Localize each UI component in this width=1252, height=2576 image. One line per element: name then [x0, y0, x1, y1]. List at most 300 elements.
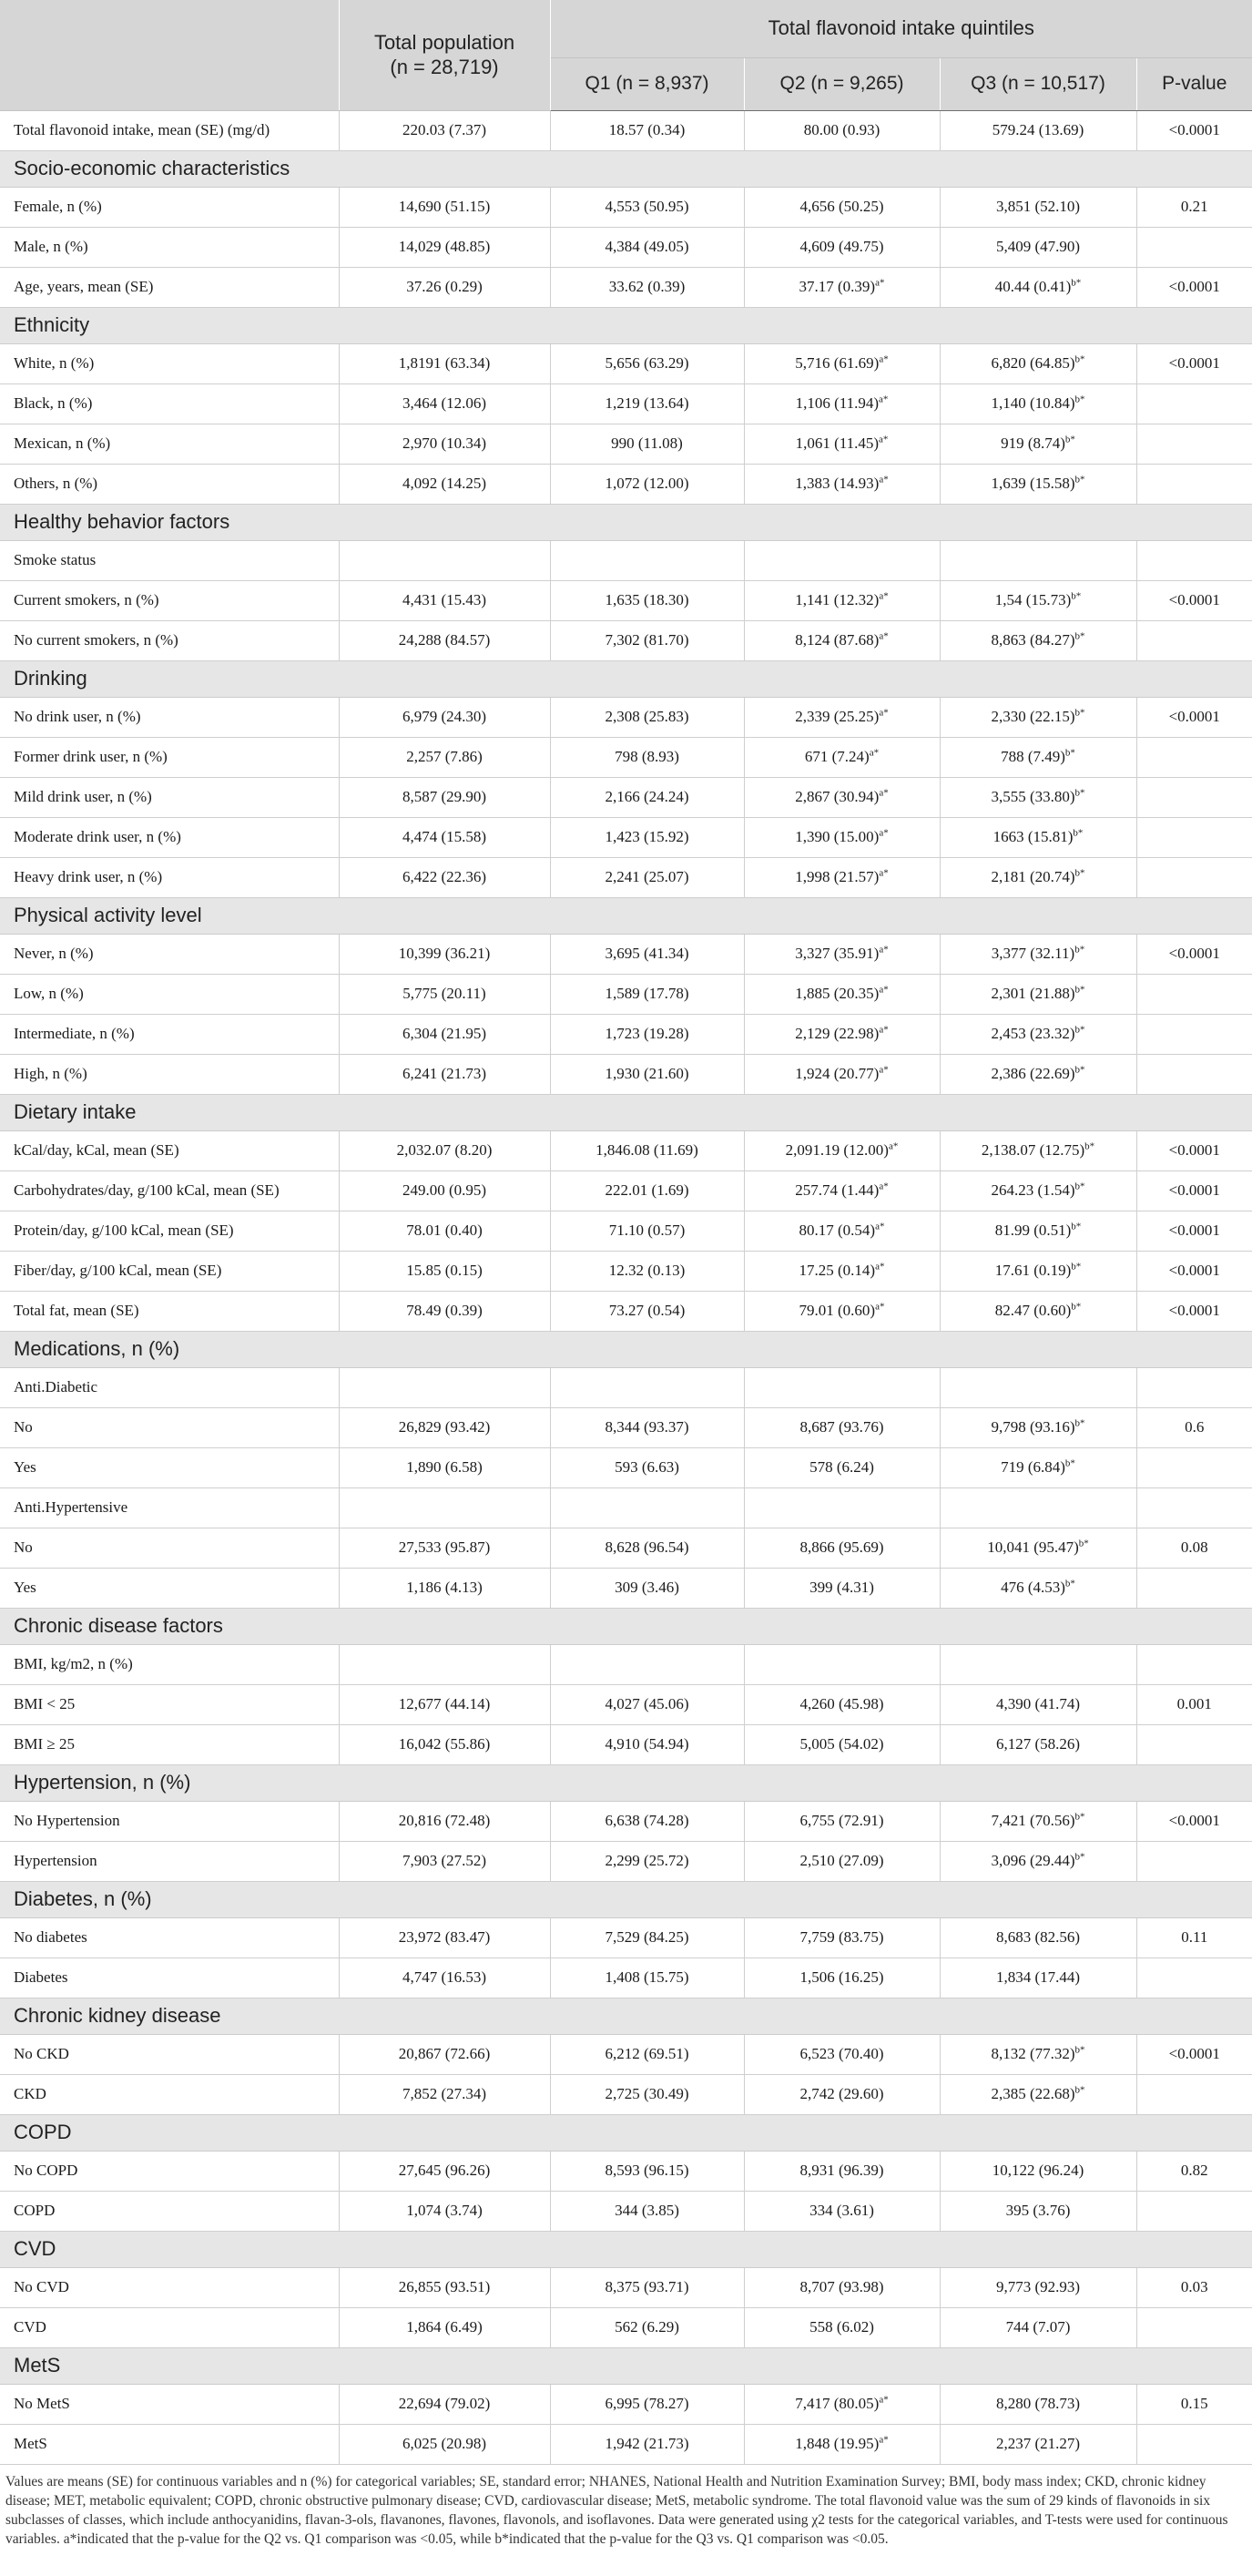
total-population-value-text: 15.85 (0.15)	[406, 1262, 483, 1279]
row-label	[0, 857, 339, 897]
p-value	[1136, 1644, 1252, 1684]
total-population-value-text: 6,304 (21.95)	[402, 1025, 487, 1042]
q2-value	[744, 267, 940, 307]
q1-value	[550, 1291, 744, 1331]
significance-marker: a*	[879, 984, 889, 996]
significance-marker: a*	[879, 353, 889, 365]
total-population-value	[339, 1841, 550, 1881]
table-row	[0, 1917, 1252, 1958]
p-value	[1136, 620, 1252, 660]
q1-value-text: 1,072 (12.00)	[605, 475, 689, 492]
total-population-value-text: 4,747 (16.53)	[402, 1968, 487, 1986]
table-row	[0, 464, 1252, 504]
significance-marker: b*	[1074, 1024, 1085, 1036]
total-population-label: Total population	[373, 31, 515, 55]
q1-value-text: 2,299 (25.72)	[605, 1852, 689, 1869]
table-row	[0, 187, 1252, 227]
p-value-text: 0.08	[1180, 1538, 1208, 1556]
significance-marker: b*	[1074, 2044, 1085, 2056]
p-value	[1136, 934, 1252, 974]
q1-value	[550, 383, 744, 424]
q2-value-text: 1,061 (11.45)	[795, 434, 880, 452]
p-value	[1136, 1487, 1252, 1528]
total-population-value	[339, 1251, 550, 1291]
significance-marker: b*	[1078, 1538, 1089, 1549]
total-population-value-text: 12,677 (44.14)	[398, 1695, 491, 1712]
q1-value	[550, 424, 744, 464]
significance-marker: a*	[879, 2434, 889, 2446]
section-title: Ethnicity	[0, 307, 1252, 343]
q2-value	[744, 540, 940, 580]
row-label-text: No	[14, 1538, 33, 1556]
total-population-value	[339, 2151, 550, 2191]
table-row	[0, 697, 1252, 737]
row-label-text: No CKD	[14, 2045, 69, 2062]
q3-value-text: 788 (7.49)	[1001, 748, 1065, 765]
total-population-value	[339, 2074, 550, 2114]
total-population-value	[339, 580, 550, 620]
q2-value	[744, 1014, 940, 1054]
total-population-value-text: 1,890 (6.58)	[406, 1458, 483, 1476]
row-label-text: Age, years, mean (SE)	[14, 278, 154, 295]
total-population-value	[339, 1054, 550, 1094]
total-population-value	[339, 934, 550, 974]
q1-value-text: 2,308 (25.83)	[605, 708, 689, 725]
total-population-value-text: 10,399 (36.21)	[398, 945, 491, 962]
p-value	[1136, 2151, 1252, 2191]
significance-marker: a*	[879, 434, 889, 445]
q2-value-text: 1,141 (12.32)	[795, 591, 880, 608]
row-label	[0, 1291, 339, 1331]
q3-value	[940, 2034, 1136, 2074]
row-label	[0, 2424, 339, 2464]
total-population-value	[339, 1130, 550, 1170]
p-value	[1136, 540, 1252, 580]
row-label	[0, 267, 339, 307]
row-label	[0, 2034, 339, 2074]
q3-value-text: 6,127 (58.26)	[995, 1735, 1081, 1753]
q3-value	[940, 383, 1136, 424]
q3-value-text: 10,122 (96.24)	[992, 2162, 1084, 2179]
q1-value-text: 6,995 (78.27)	[605, 2395, 689, 2412]
q3-value	[940, 464, 1136, 504]
section-header-row	[0, 660, 1252, 697]
q3-value	[940, 2307, 1136, 2347]
q1-value-text: 6,638 (74.28)	[605, 1812, 689, 1829]
table-row	[0, 1211, 1252, 1251]
q1-header: Q1 (n = 8,937)	[550, 57, 744, 110]
row-label	[0, 2267, 339, 2307]
q2-value-text: 2,129 (22.98)	[795, 1025, 880, 1042]
section-header-row	[0, 1331, 1252, 1367]
q2-value	[744, 620, 940, 660]
q2-value-text: 1,998 (21.57)	[795, 868, 880, 885]
q3-value-text: 2,453 (23.32)	[991, 1025, 1075, 1042]
p-value	[1136, 817, 1252, 857]
q1-value-text: 1,423 (15.92)	[605, 828, 689, 845]
p-value	[1136, 2384, 1252, 2424]
p-value	[1136, 1130, 1252, 1170]
row-label	[0, 1130, 339, 1170]
table-row	[0, 857, 1252, 897]
total-population-value-text: 1,8191 (63.34)	[398, 354, 491, 372]
q2-value	[744, 2267, 940, 2307]
section-header-row	[0, 1094, 1252, 1130]
q2-value-text: 17.25 (0.14)	[799, 1262, 876, 1279]
total-population-value	[339, 1014, 550, 1054]
q3-value-text: 17.61 (0.19)	[994, 1262, 1072, 1279]
row-label-text: BMI < 25	[14, 1695, 76, 1712]
row-label-text: Diabetes	[14, 1968, 68, 1986]
q2-value-text: 2,339 (25.25)	[795, 708, 880, 725]
q2-value	[744, 1644, 940, 1684]
q3-value	[940, 2151, 1136, 2191]
total-population-value	[339, 1487, 550, 1528]
row-label	[0, 620, 339, 660]
q2-value	[744, 343, 940, 383]
table-row	[0, 1684, 1252, 1724]
p-value	[1136, 2034, 1252, 2074]
row-label-text: Female, n (%)	[14, 198, 102, 215]
row-label-text: No CVD	[14, 2278, 69, 2295]
total-population-value	[339, 974, 550, 1014]
section-header-row	[0, 1608, 1252, 1644]
q1-value	[550, 737, 744, 777]
q3-value-text: 719 (6.84)	[1001, 1458, 1065, 1476]
total-population-value	[339, 1447, 550, 1487]
p-value	[1136, 1014, 1252, 1054]
q1-value	[550, 817, 744, 857]
q2-value	[744, 777, 940, 817]
q2-value	[744, 1568, 940, 1608]
q3-value-text: 8,863 (84.27)	[991, 631, 1075, 649]
q2-value-text: 6,523 (70.40)	[799, 2045, 884, 2062]
significance-marker: b*	[1084, 1140, 1095, 1152]
q2-value	[744, 464, 940, 504]
q1-value-text: 1,723 (19.28)	[605, 1025, 689, 1042]
q1-value	[550, 540, 744, 580]
total-population-value-text: 6,241 (21.73)	[402, 1065, 487, 1082]
row-label	[0, 1684, 339, 1724]
table-body	[0, 110, 1252, 2464]
q3-value-text: 264.23 (1.54)	[991, 1181, 1075, 1199]
p-value	[1136, 1568, 1252, 1608]
significance-marker: b*	[1064, 1578, 1075, 1590]
q3-value-text: 8,132 (77.32)	[991, 2045, 1075, 2062]
q3-value	[940, 1644, 1136, 1684]
total-population-value-text: 20,816 (72.48)	[398, 1812, 491, 1829]
q3-value-text: 6,820 (64.85)	[991, 354, 1075, 372]
q3-value	[940, 974, 1136, 1014]
q2-value	[744, 2191, 940, 2231]
row-label	[0, 1251, 339, 1291]
q2-value-text: 2,510 (27.09)	[799, 1852, 884, 1869]
q2-value-text: 79.01 (0.60)	[799, 1302, 876, 1319]
section-title: Socio-economic characteristics	[0, 150, 1252, 187]
table-row	[0, 1367, 1252, 1407]
table-row	[0, 1170, 1252, 1211]
p-value	[1136, 1447, 1252, 1487]
q2-value	[744, 2151, 940, 2191]
q2-value	[744, 1841, 940, 1881]
q3-value-text: 9,773 (92.93)	[995, 2278, 1081, 2295]
p-value	[1136, 2191, 1252, 2231]
q3-value	[940, 227, 1136, 267]
q1-value	[550, 2034, 744, 2074]
significance-marker: a*	[879, 827, 889, 839]
p-value	[1136, 2424, 1252, 2464]
total-population-value-text: 37.26 (0.29)	[406, 278, 483, 295]
q1-value-text: 8,375 (93.71)	[605, 2278, 689, 2295]
q2-value-text: 6,755 (72.91)	[799, 1812, 884, 1829]
q2-value	[744, 1367, 940, 1407]
p-value-text: <0.0001	[1168, 1141, 1220, 1159]
q3-value	[940, 580, 1136, 620]
significance-marker: a*	[879, 1024, 889, 1036]
row-label	[0, 817, 339, 857]
q3-value-text: 2,237 (21.27)	[995, 2435, 1081, 2452]
table-row	[0, 2307, 1252, 2347]
significance-marker: b*	[1071, 1221, 1082, 1232]
q1-value	[550, 1917, 744, 1958]
p-value	[1136, 464, 1252, 504]
total-population-value-text: 3,464 (12.06)	[402, 394, 487, 412]
p-value-text: 0.6	[1185, 1418, 1205, 1436]
row-label	[0, 697, 339, 737]
q3-value	[940, 1958, 1136, 1998]
p-value	[1136, 1407, 1252, 1447]
total-population-value-text: 4,474 (15.58)	[402, 828, 487, 845]
significance-marker: a*	[875, 1221, 885, 1232]
significance-marker: b*	[1064, 747, 1075, 759]
q1-value	[550, 1447, 744, 1487]
table-row	[0, 1447, 1252, 1487]
q1-value	[550, 464, 744, 504]
q3-value-text: 4,390 (41.74)	[995, 1695, 1081, 1712]
q2-value	[744, 110, 940, 150]
q1-value	[550, 934, 744, 974]
q3-value-text: 3,377 (32.11)	[991, 945, 1075, 962]
total-population-value-text: 6,422 (22.36)	[402, 868, 487, 885]
significance-marker: b*	[1074, 1181, 1085, 1192]
total-population-value	[339, 1917, 550, 1958]
q3-value	[940, 1801, 1136, 1841]
section-header-row	[0, 2114, 1252, 2151]
q2-value	[744, 1917, 940, 1958]
significance-marker: b*	[1071, 1301, 1082, 1313]
p-value-text: <0.0001	[1168, 278, 1220, 295]
row-label	[0, 1528, 339, 1568]
q2-value	[744, 1724, 940, 1764]
q3-value	[940, 1684, 1136, 1724]
total-population-value-text: 20,867 (72.66)	[398, 2045, 491, 2062]
total-population-value-text: 78.01 (0.40)	[406, 1222, 483, 1239]
row-label-text: High, n (%)	[14, 1065, 87, 1082]
row-label	[0, 383, 339, 424]
q3-value	[940, 110, 1136, 150]
q3-value-text: 9,798 (93.16)	[991, 1418, 1075, 1436]
table-row	[0, 1958, 1252, 1998]
q2-value-text: 399 (4.31)	[809, 1579, 874, 1596]
q1-value	[550, 580, 744, 620]
total-population-value	[339, 267, 550, 307]
q2-value	[744, 580, 940, 620]
section-title: Hypertension, n (%)	[0, 1764, 1252, 1801]
section-title: Medications, n (%)	[0, 1331, 1252, 1367]
significance-marker: b*	[1071, 277, 1082, 289]
q2-value-text: 8,707 (93.98)	[799, 2278, 884, 2295]
q1-value	[550, 1211, 744, 1251]
q1-value-text: 5,656 (63.29)	[605, 354, 689, 372]
table-row	[0, 1528, 1252, 1568]
table-row	[0, 2384, 1252, 2424]
total-population-value	[339, 1291, 550, 1331]
total-population-value	[339, 817, 550, 857]
q1-value-text: 7,302 (81.70)	[605, 631, 689, 649]
q1-value-text: 71.10 (0.57)	[608, 1222, 686, 1239]
q3-value	[940, 1487, 1136, 1528]
q1-value	[550, 110, 744, 150]
row-label	[0, 1801, 339, 1841]
p-value	[1136, 737, 1252, 777]
q3-value	[940, 267, 1136, 307]
table-row	[0, 934, 1252, 974]
q1-value-text: 1,589 (17.78)	[605, 985, 689, 1002]
q2-value-text: 1,924 (20.77)	[795, 1065, 880, 1082]
row-label	[0, 343, 339, 383]
q1-value-text: 344 (3.85)	[615, 2202, 679, 2219]
p-value-text: <0.0001	[1168, 1262, 1220, 1279]
p-value-text: 0.11	[1181, 1928, 1208, 1946]
row-label	[0, 1487, 339, 1528]
total-population-value-text: 2,032.07 (8.20)	[396, 1141, 493, 1159]
total-population-value	[339, 737, 550, 777]
p-value-text: <0.0001	[1168, 945, 1220, 962]
q1-value	[550, 1367, 744, 1407]
p-value	[1136, 697, 1252, 737]
q2-value-text: 8,931 (96.39)	[799, 2162, 884, 2179]
q2-value-text: 5,716 (61.69)	[795, 354, 880, 372]
total-population-value-text: 4,431 (15.43)	[402, 591, 487, 608]
q1-value	[550, 1958, 744, 1998]
q1-value	[550, 777, 744, 817]
table-row	[0, 343, 1252, 383]
p-value-text: <0.0001	[1168, 1302, 1220, 1319]
total-population-value-text: 6,979 (24.30)	[402, 708, 487, 725]
q3-value-text: 2,138.07 (12.75)	[981, 1141, 1085, 1159]
q3-header: Q3 (n = 10,517)	[940, 57, 1136, 110]
p-value	[1136, 343, 1252, 383]
q2-value	[744, 1251, 940, 1291]
q2-header: Q2 (n = 9,265)	[744, 57, 940, 110]
significance-marker: b*	[1074, 787, 1085, 799]
table-row	[0, 1407, 1252, 1447]
p-value	[1136, 1211, 1252, 1251]
q1-value	[550, 1568, 744, 1608]
q2-value	[744, 2384, 940, 2424]
p-value	[1136, 424, 1252, 464]
section-header-row	[0, 1881, 1252, 1917]
table-footnote: Values are means (SE) for continuous variables and n (%) for categorical variables; SE, standard error; NHANES, National Health and Nutrition Examination Survey; BMI, body mass index; CKD, chronic kidney disease; MET, metabolic equivalent; COPD, chronic obstructive pulmonary disease; CVD, cardiovascular disease; MetS, metabolic syndrome. The total flavonoid value was the sum of 29 kinds of flavonoids in six subclasses of classes, which include anthocyanidins, flavan-3-ols, flavanones, flavones, flavonols, and isoflavones. Data were generated using χ2 tests for the categorical variables, and T-tests were used for continuous variables. a*indicated that the p-value for the Q2 vs. Q1 comparison was <0.05, while b*indicated that the p-value for the Q3 vs. Q1 comparison was <0.05.	[0, 2465, 1252, 2549]
total-population-value-text: 7,852 (27.34)	[402, 2085, 487, 2102]
total-population-value-text: 26,855 (93.51)	[398, 2278, 491, 2295]
row-label-text: Carbohydrates/day, g/100 kCal, mean (SE)	[14, 1181, 280, 1199]
p-value	[1136, 1724, 1252, 1764]
table-row	[0, 974, 1252, 1014]
p-value-text: 0.03	[1180, 2278, 1208, 2295]
q2-value-text: 558 (6.02)	[809, 2318, 874, 2336]
section-header-row	[0, 1998, 1252, 2034]
significance-marker: b*	[1064, 1457, 1075, 1469]
section-header-row	[0, 2347, 1252, 2384]
q1-value	[550, 1644, 744, 1684]
q2-value-text: 8,866 (95.69)	[799, 1538, 884, 1556]
p-value	[1136, 1367, 1252, 1407]
q2-value	[744, 857, 940, 897]
q3-value	[940, 1367, 1136, 1407]
q2-value-text: 80.00 (0.93)	[803, 121, 880, 138]
q2-value-text: 2,091.19 (12.00)	[785, 1141, 889, 1159]
row-label	[0, 187, 339, 227]
p-value	[1136, 2307, 1252, 2347]
row-label	[0, 580, 339, 620]
row-label	[0, 1367, 339, 1407]
row-label	[0, 777, 339, 817]
row-label-text: No MetS	[14, 2395, 70, 2412]
p-value	[1136, 1801, 1252, 1841]
total-population-value-text: 220.03 (7.37)	[402, 121, 487, 138]
total-population-value-text: 1,074 (3.74)	[406, 2202, 483, 2219]
q1-value	[550, 857, 744, 897]
q1-value-text: 1,219 (13.64)	[605, 394, 689, 412]
significance-marker: a*	[879, 394, 889, 405]
q3-value	[940, 2074, 1136, 2114]
row-label	[0, 2384, 339, 2424]
q3-value-text: 1,639 (15.58)	[991, 475, 1075, 492]
significance-marker: a*	[879, 707, 889, 719]
p-value	[1136, 227, 1252, 267]
q2-value-text: 7,417 (80.05)	[795, 2395, 880, 2412]
row-label	[0, 1841, 339, 1881]
row-label	[0, 934, 339, 974]
q1-value-text: 33.62 (0.39)	[608, 278, 686, 295]
p-value	[1136, 2074, 1252, 2114]
q3-value-text: 3,096 (29.44)	[991, 1852, 1075, 1869]
total-population-value	[339, 424, 550, 464]
row-label	[0, 1724, 339, 1764]
section-header-row	[0, 504, 1252, 540]
row-label	[0, 540, 339, 580]
significance-marker: b*	[1071, 590, 1082, 602]
p-value-text: <0.0001	[1168, 354, 1220, 372]
table-row	[0, 2034, 1252, 2074]
table-row	[0, 1724, 1252, 1764]
q1-value	[550, 1724, 744, 1764]
row-label-text: Protein/day, g/100 kCal, mean (SE)	[14, 1222, 234, 1239]
total-population-value	[339, 857, 550, 897]
total-population-value-text: 2,257 (7.86)	[406, 748, 483, 765]
q1-value-text: 990 (11.08)	[611, 434, 683, 452]
q2-value-text: 4,656 (50.25)	[799, 198, 884, 215]
p-value-text: 0.21	[1180, 198, 1208, 215]
q2-value-text: 671 (7.24)	[804, 748, 870, 765]
significance-marker: b*	[1073, 827, 1084, 839]
q3-value	[940, 1528, 1136, 1568]
q3-value	[940, 1407, 1136, 1447]
total-population-value	[339, 2424, 550, 2464]
q2-value-text: 334 (3.61)	[809, 2202, 874, 2219]
q1-value-text: 6,212 (69.51)	[605, 2045, 689, 2062]
